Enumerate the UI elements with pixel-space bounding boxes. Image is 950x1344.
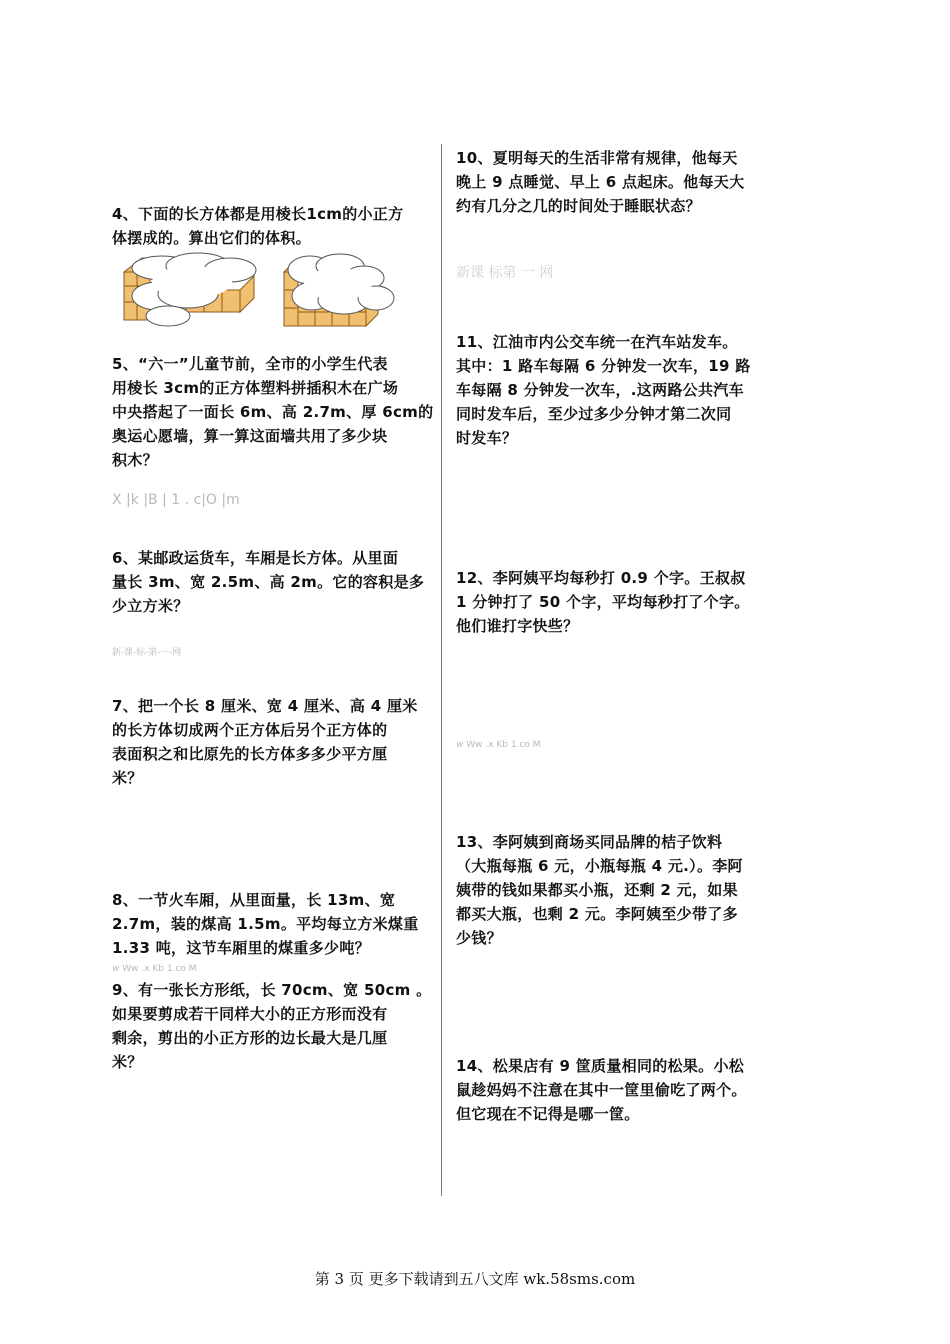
question-4: 4、下面的长方体都是用棱长1cm的小正方 体摆成的。算出它们的体积。	[112, 205, 404, 247]
question-7: 7、把一个长 8 厘米、宽 4 厘米、高 4 厘米 的长方体切成两个正方体后另个正方体的 表面积之和比原先的长方体多多少平方厘 米？	[112, 697, 418, 787]
cuboid-figure	[112, 252, 402, 330]
page-footer: 第 3 页 更多下载请到五八文库 wk.58sms.com	[314, 1270, 636, 1288]
cloud-right	[288, 254, 394, 314]
watermark: 新课 标第 一 网	[456, 265, 554, 281]
question-10: 10、夏明每天的生活非常有规律，他每天 晚上 9 点睡觉、早上 6 点起床。他每天大 约有几分之几的时间处于睡眠状态？	[456, 149, 745, 215]
question-14: 14、松果店有 9 筐质量相同的松果。小松 鼠趁妈妈不注意在其中一筐里偷吃了两个。 但它现在不记得是哪一筐。	[456, 1057, 747, 1123]
question-9: 9、有一张长方形纸，长 70cm、宽 50cm 。 如果要剪成若干同样大小的正方形而没有 剩余，剪出的小正方形的边长最大是几厘 米？	[112, 981, 432, 1071]
watermark: 新-课-标-第-一-网	[112, 648, 182, 658]
question-8: 8、一节火车厢，从里面量，长 13m、宽 2.7m，装的煤高 1.5m。平均每立方米煤重 1.33 吨，这节车厢里的煤重多少吨？	[112, 891, 419, 957]
question-5: 5、“六一”儿童节前，全市的小学生代表 用棱长 3cm的正方体塑料拼插积木在广场 中央搭起了一面长 6m、高 2.7m、厚 6cm的 奥运心愿墙，算一算这面墙共用了多少块 积木？	[112, 355, 434, 469]
watermark: w Ww .x Kb 1.co M	[456, 740, 541, 750]
question-13: 13、李阿姨到商场买同品牌的桔子饮料 （大瓶每瓶 6 元，小瓶每瓶 4 元.）。李阿 姨带的钱如果都买小瓶，还剩 2 元，如果 都买大瓶，也剩 2 元。李阿姨至少带了多 少钱？	[456, 833, 743, 947]
watermark: w Ww .x Kb 1.co M	[112, 964, 197, 974]
question-12: 12、李阿姨平均每秒打 0.9 个字。王叔叔 1 分钟打了 50 个字，平均每秒打了个字。 他们谁打字快些？	[456, 569, 750, 635]
question-11: 11、江油市内公交车统一在汽车站发车。 其中：1 路车每隔 6 分钟发一次车，19 路 车每隔 8 分钟发一次车，.这两路公共汽车 同时发车后，至少过多少分钟才第二次同 时发车？	[456, 333, 751, 447]
question-6: 6、某邮政运货车，车厢是长方体。从里面 量长 3m、宽 2.5m、高 2m。它的容积是多 少立方米？	[112, 549, 425, 615]
watermark: X |k |B | 1 . c|O |m	[112, 492, 240, 508]
column-divider	[441, 144, 442, 1196]
